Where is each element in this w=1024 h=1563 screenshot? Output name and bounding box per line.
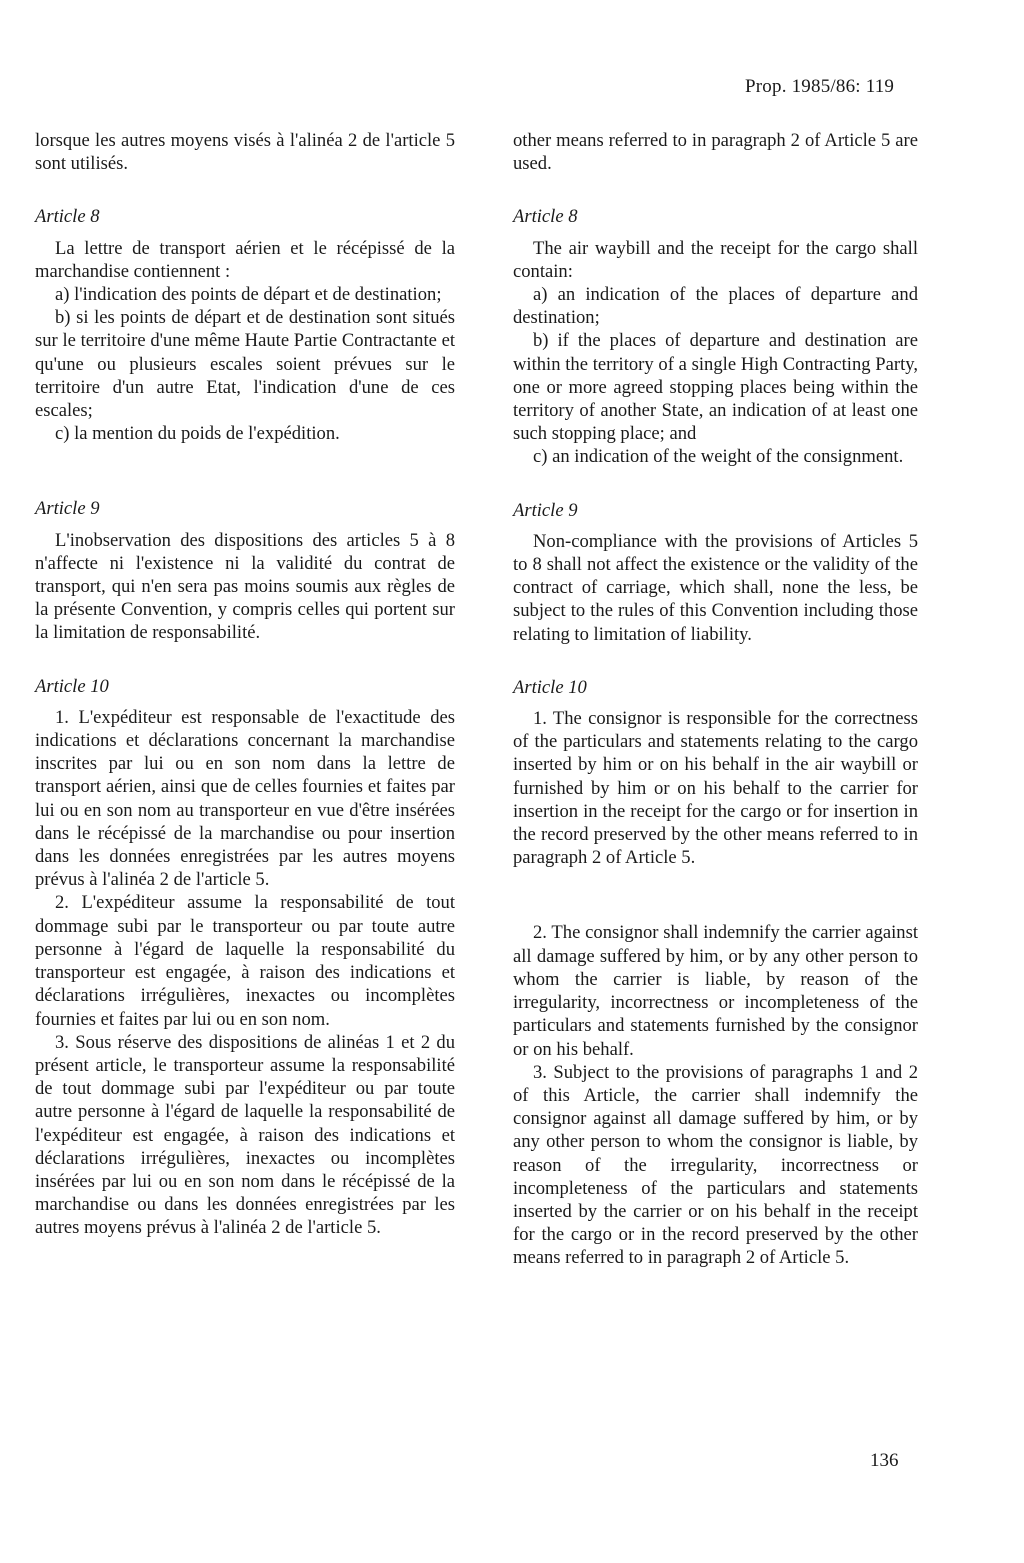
- article-8-item-b: b) si les points de départ et de destination sont situés sur le territoire d'une même Haute Partie Contractante et qu'une ou plusieurs escales soient prévues sur le territoire d'un autre Etat, l'indication d'une de ces escales;: [35, 307, 455, 422]
- article-10-paragraph-3: 3. Sous réserve des dispositions de alinéas 1 et 2 du présent article, le transporteur assume la responsabilité de tout dommage subi par l'expéditeur ou par toute autre personne à l'égard de laquelle la responsabilité de l'expéditeur est engagée, à raison des indications et déclarations irrégulières, inexactes ou incomplètes insérées par lui ou en son nom dans le récépissé de la marchandise ou dans les données enregistrées par les autres moyens prévus à l'alinéa 2 de l'article 5.: [35, 1031, 455, 1239]
- article-8-paragraph: The air waybill and the receipt for the cargo shall contain:: [513, 237, 918, 282]
- article-10-heading: Article 10: [35, 675, 109, 697]
- article-8-heading: Article 8: [513, 206, 578, 228]
- article-10-paragraph-1: 1. L'expéditeur est responsable de l'exactitude des indications et déclarations concernant la marchandise inscrites par lui ou en son nom dans la lettre de transport aérien, ainsi que de celles fournies et faites par lui ou en son nom au transporteur en vue d'être insérées dans le récépissé de la marchandise ou pour insertion dans les données enregistrées par les autres moyens prévus à l'alinéa 2 de l'article 5.: [35, 706, 455, 891]
- article-9-paragraph: Non-compliance with the provisions of Articles 5 to 8 shall not affect the existence or the validity of the contract of carriage, which shall, none the less, be subject to the rules of this Convention including those relating to limitation of liability.: [513, 530, 918, 645]
- intro-text: lorsque les autres moyens visés à l'alinéa 2 de l'article 5 sont utilisés.: [35, 130, 455, 175]
- article-10-heading: Article 10: [513, 676, 587, 698]
- article-8-item-c: c) an indication of the weight of the consignment.: [533, 446, 904, 468]
- article-8-item-b: b) if the places of departure and destination are within the territory of a single High Contracting Party, one or more agreed stopping places being within the territory of another State, an indication of at least one such stopping place; and: [513, 330, 918, 445]
- page-number: 136: [870, 1450, 899, 1471]
- article-8-item-c: c) la mention du poids de l'expédition.: [55, 423, 340, 445]
- article-10-paragraph-3: 3. Subject to the provisions of paragraphs 1 and 2 of this Article, the carrier shall indemnify the consignor against all damage suffered by him, or by any other person to whom the consignor is liable, by reason of the irregularity, incorrectness or incompleteness of the particulars and statements inserted by the carrier or on his behalf in the receipt for the cargo or in the record preserved by the other means referred to in paragraph 2 of Article 5.: [513, 1061, 918, 1269]
- article-8-item-a: a) an indication of the places of departure and destination;: [513, 284, 918, 329]
- article-9-heading: Article 9: [513, 499, 578, 521]
- english-column: [513, 129, 918, 1270]
- article-8-heading: Article 8: [35, 206, 100, 228]
- article-9-heading: Article 9: [35, 498, 100, 520]
- intro-text: other means referred to in paragraph 2 of Article 5 are used.: [513, 130, 918, 175]
- article-8-paragraph: La lettre de transport aérien et le récépissé de la marchandise contiennent :: [35, 237, 455, 282]
- article-8-item-a: a) l'indication des points de départ et de destination;: [55, 284, 442, 306]
- article-10-paragraph-1: 1. The consignor is responsible for the correctness of the particulars and statements relating to the cargo inserted by him or on his behalf in the air waybill or furnished by him or on his behalf to the carrier for insertion in the receipt for the cargo or for insertion in the record preserved by the other means referred to in paragraph 2 of Article 5.: [513, 708, 918, 869]
- article-10-paragraph-2: 2. The consignor shall indemnify the carrier against all damage suffered by him, or by any other person to whom the carrier is liable, by reason of the irregularity, incorrectness or incompleteness of the particulars and statements furnished by the consignor or on his behalf.: [513, 922, 918, 1060]
- document-reference: Prop. 1985/86: 119: [745, 76, 895, 97]
- french-column: [35, 129, 455, 1240]
- article-10-paragraph-2: 2. L'expéditeur assume la responsabilité de tout dommage subi par le transporteur ou par toute autre personne à l'égard de laquelle la responsabilité du transporteur est engagée, à raison des indications et déclarations irrégulières, inexactes ou incomplètes fournies et faites par lui ou en son nom.: [35, 892, 455, 1030]
- article-9-paragraph: L'inobservation des dispositions des articles 5 à 8 n'affecte ni l'existence ni la validité du contrat de transport, qui n'en sera pas moins soumis aux règles de la présente Convention, y compris celles qui portent sur la limitation de responsabilité.: [35, 529, 455, 644]
